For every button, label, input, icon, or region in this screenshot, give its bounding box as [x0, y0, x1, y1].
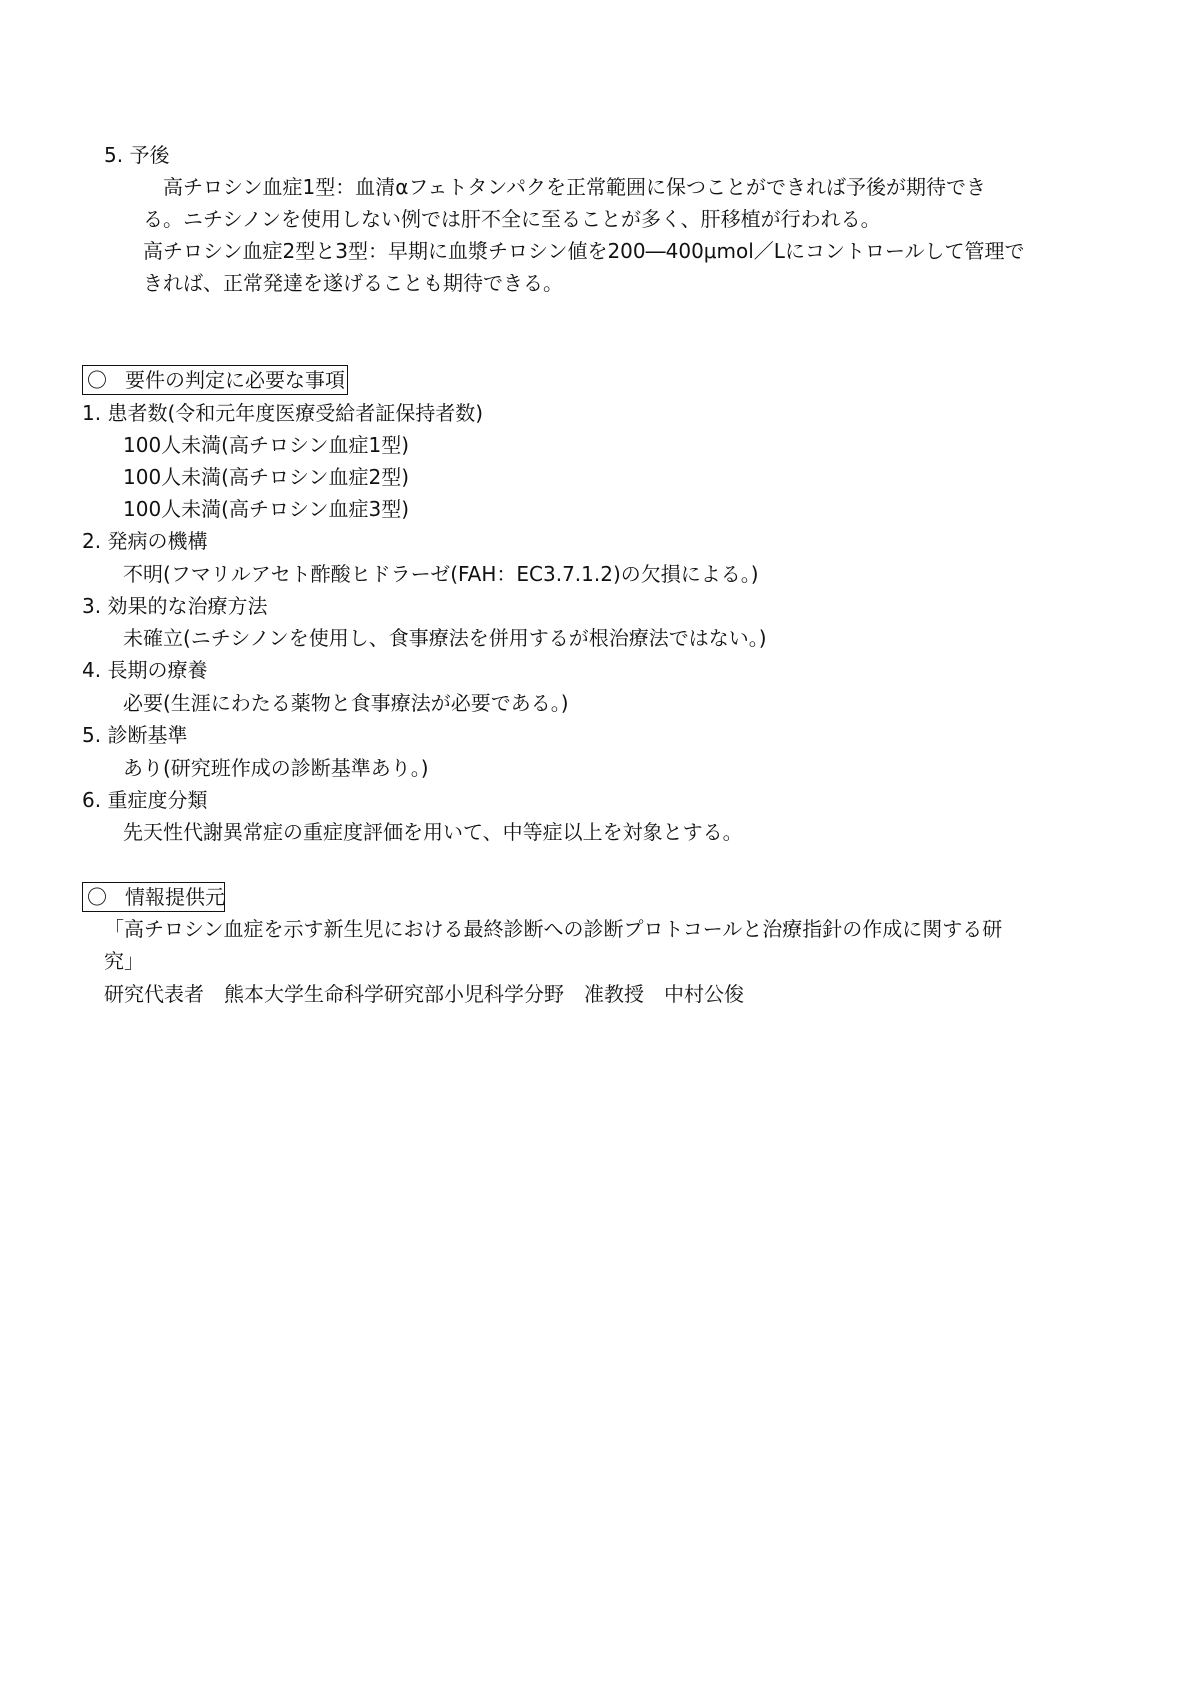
- item-1-heading: 1. 患者数(令和元年度医療受給者証保持者数): [82, 401, 484, 425]
- item-1-line-1: 100人未満(高チロシン血症1型): [123, 433, 410, 457]
- item-6-line-1: 先天性代謝異常症の重症度評価を用いて、中等症以上を対象とする。: [123, 820, 743, 844]
- prognosis-line-4: きれば、正常発達を遂げることも期待できる。: [143, 271, 563, 295]
- item-4-heading: 4. 長期の療養: [82, 658, 208, 682]
- prognosis-line-2: る。ニチシノンを使用しない例では肝不全に至ることが多く、肝移植が行われる。: [143, 207, 881, 231]
- info-source-line-2: 究」: [104, 949, 144, 973]
- item-6-heading: 6. 重症度分類: [82, 788, 208, 812]
- prognosis-line-3: 高チロシン血症2型と3型：早期に血漿チロシン値を200―400μmol／Lにコントロールして管理で: [143, 239, 1025, 263]
- prognosis-line-1: 高チロシン血症1型：血清αフェトタンパクを正常範囲に保つことができれば予後が期待でき: [163, 175, 987, 199]
- circle-mark: 〇: [87, 368, 107, 392]
- item-3-line-1: 未確立(ニチシノンを使用し、食事療法を併用するが根治療法ではない。): [123, 626, 767, 650]
- item-4-line-1: 必要(生涯にわたる薬物と食事療法が必要である。): [123, 691, 569, 715]
- item-2-line-1: 不明(フマリルアセト酢酸ヒドラーゼ(FAH：EC3.7.1.2)の欠損による。): [123, 562, 759, 586]
- requirements-title: 要件の判定に必要な事項: [125, 368, 345, 392]
- item-3-heading: 3. 効果的な治療方法: [82, 594, 268, 618]
- prognosis-heading: 5. 予後: [104, 143, 170, 167]
- item-2-heading: 2. 発病の機構: [82, 529, 208, 553]
- info-source-line-3: 研究代表者 熊本大学生命科学研究部小児科学分野 准教授 中村公俊: [104, 982, 744, 1006]
- info-source-line-1: 「高チロシン血症を示す新生児における最終診断への診断プロトコールと治療指針の作成に関する研: [104, 917, 1003, 941]
- info-source-title: 情報提供元: [125, 885, 225, 909]
- item-5-heading: 5. 診断基準: [82, 723, 188, 747]
- item-1-line-2: 100人未満(高チロシン血症2型): [123, 465, 410, 489]
- requirements-section-title: [82, 365, 348, 395]
- item-1-line-3: 100人未満(高チロシン血症3型): [123, 497, 410, 521]
- item-5-line-1: あり(研究班作成の診断基準あり。): [123, 756, 429, 780]
- info-source-section-title: [82, 882, 225, 912]
- circle-mark: 〇: [87, 885, 107, 909]
